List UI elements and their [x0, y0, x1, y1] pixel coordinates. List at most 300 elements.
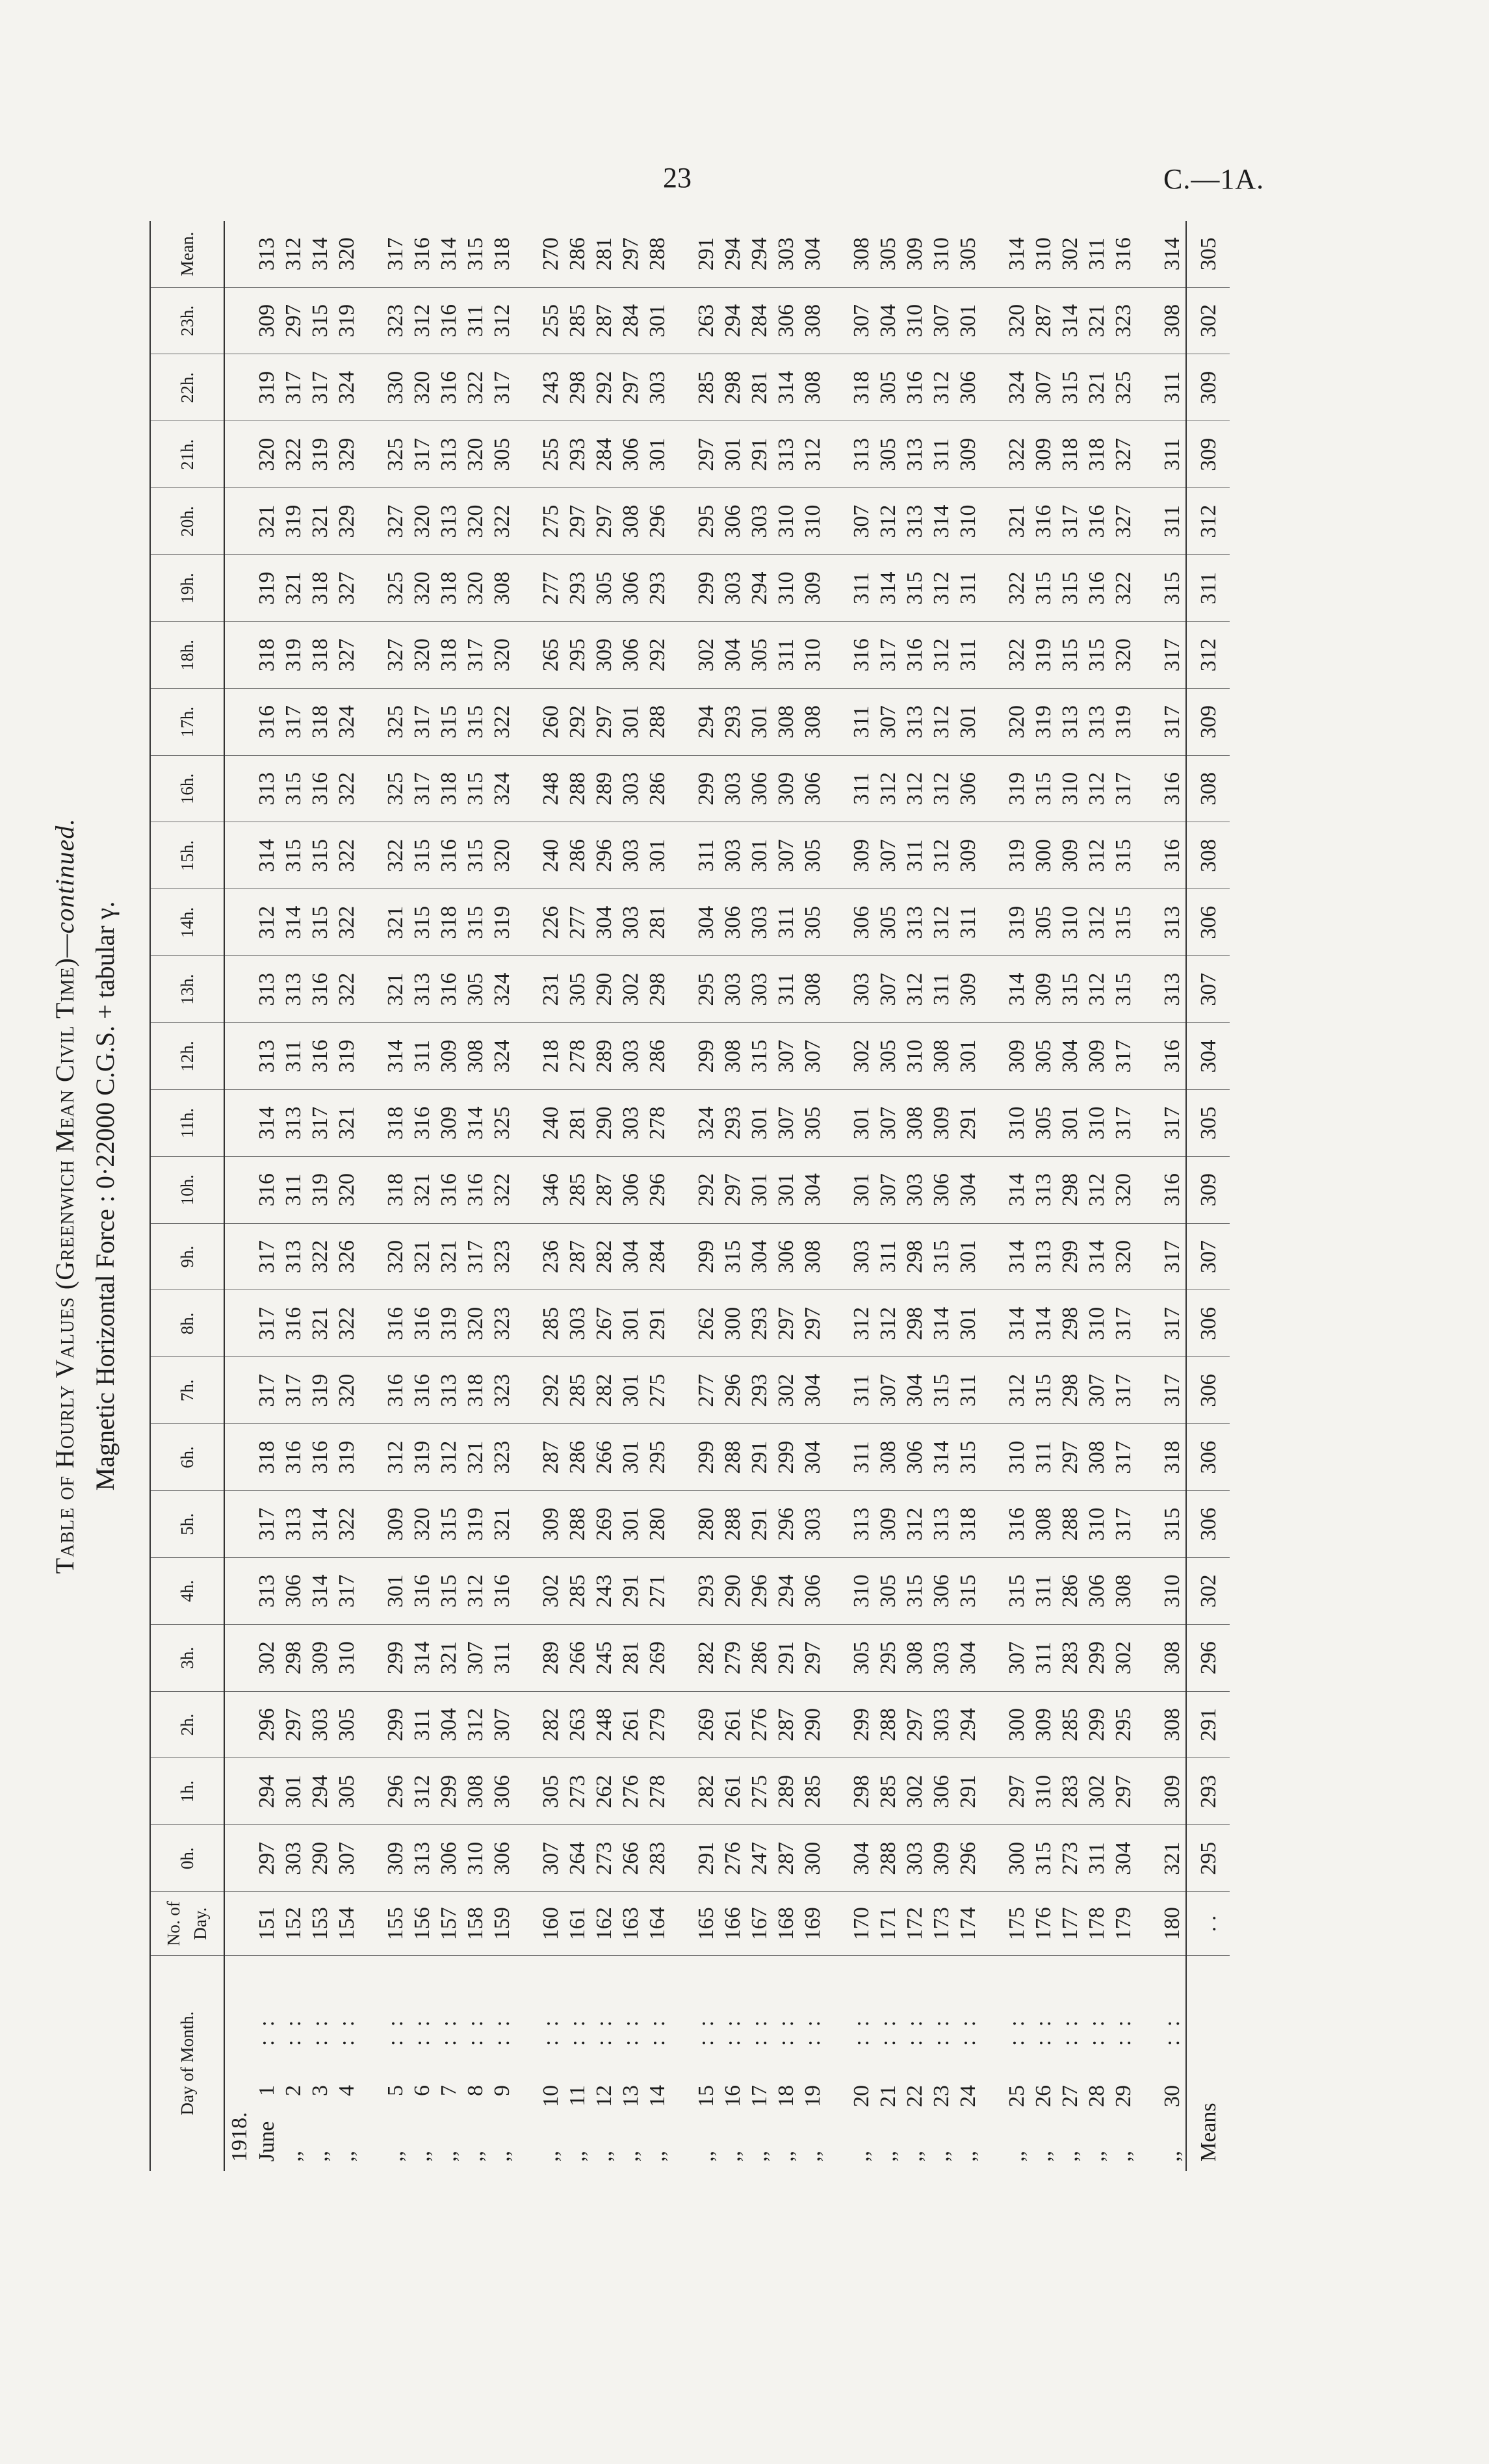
hourly-value-cell: 301	[746, 688, 773, 755]
hourly-value-cell: 321	[1159, 1825, 1186, 1892]
hourly-value-cell: 277	[693, 1357, 719, 1424]
hourly-value-cell: 313	[253, 1557, 280, 1624]
mean-value-cell: 314	[1159, 221, 1186, 287]
hourly-value-cell: 285	[564, 1156, 591, 1223]
day-of-month-cell	[591, 1956, 617, 2172]
hourly-value-cell: 310	[799, 621, 826, 688]
empty-cell	[1137, 1956, 1159, 2172]
hourly-value-cell: 273	[591, 1825, 617, 1892]
empty-cell	[1137, 1825, 1159, 1892]
day-of-month-cell	[1083, 1956, 1110, 2172]
empty-cell	[360, 1491, 382, 1558]
column-header-hour: 5h.	[150, 1491, 224, 1558]
empty-cell	[515, 1424, 537, 1491]
hourly-value-cell: 301	[955, 688, 981, 755]
hourly-value-cell: 314	[1003, 1223, 1030, 1290]
leader-dots: : :	[410, 2016, 434, 2046]
hourly-value-cell: 295	[693, 956, 719, 1023]
empty-cell	[1137, 1290, 1159, 1357]
hourly-mean-cell: 306	[1186, 889, 1230, 956]
hourly-value-cell: 306	[489, 1758, 515, 1825]
hourly-value-cell: 299	[693, 1223, 719, 1290]
hourly-value-cell: 281	[564, 1089, 591, 1156]
hourly-value-cell: 316	[307, 956, 333, 1023]
hourly-value-cell: 296	[955, 1825, 981, 1892]
hourly-value-cell: 299	[382, 1624, 409, 1691]
hourly-value-cell: 278	[564, 1023, 591, 1090]
hourly-value-cell: 298	[1057, 1290, 1083, 1357]
hourly-value-cell: 319	[1003, 889, 1030, 956]
hourly-value-cell: 311	[773, 956, 799, 1023]
table-row	[253, 221, 280, 2171]
hourly-value-cell: 318	[382, 1089, 409, 1156]
hourly-value-cell: 302	[617, 956, 644, 1023]
empty-cell	[515, 956, 537, 1023]
empty-cell	[224, 1156, 253, 1223]
hourly-value-cell: 303	[746, 956, 773, 1023]
empty-cell	[1137, 1089, 1159, 1156]
empty-cell	[671, 1089, 693, 1156]
hourly-value-cell: 317	[1110, 755, 1137, 822]
empty-cell	[826, 956, 848, 1023]
hourly-value-cell: 317	[1057, 488, 1083, 555]
hourly-value-cell: 317	[1110, 1023, 1137, 1090]
hourly-value-cell: 294	[253, 1758, 280, 1825]
hourly-value-cell: 307	[489, 1691, 515, 1758]
hourly-value-cell: 261	[719, 1758, 746, 1825]
leader-dots: : :	[1058, 2016, 1082, 2046]
table-row	[693, 221, 719, 2171]
hourly-value-cell: 312	[928, 755, 955, 822]
ditto-mark: ,,	[694, 2151, 718, 2162]
empty-cell	[1137, 555, 1159, 622]
hourly-value-cell: 308	[901, 1089, 928, 1156]
empty-cell	[360, 1691, 382, 1758]
hourly-value-cell: 317	[253, 1223, 280, 1290]
hourly-value-cell: 297	[591, 688, 617, 755]
empty-cell	[826, 621, 848, 688]
hourly-value-cell: 298	[280, 1624, 307, 1691]
hourly-value-cell: 346	[537, 1156, 564, 1223]
hourly-value-cell: 303	[901, 1156, 928, 1223]
empty-cell	[826, 889, 848, 956]
hourly-value-cell: 303	[746, 488, 773, 555]
hourly-value-cell: 307	[928, 287, 955, 354]
leader-dots: : :	[490, 2016, 514, 2046]
empty-cell	[981, 1089, 1003, 1156]
day-number: 21	[876, 2085, 900, 2107]
hourly-value-cell: 316	[382, 1357, 409, 1424]
hourly-value-cell: 316	[307, 1424, 333, 1491]
hourly-value-cell: 275	[644, 1357, 671, 1424]
empty-cell	[981, 1892, 1003, 1956]
leader-dots: : :	[1031, 2016, 1055, 2046]
hourly-value-cell: 300	[1003, 1691, 1030, 1758]
empty-cell	[981, 1424, 1003, 1491]
hourly-value-cell: 302	[1083, 1758, 1110, 1825]
hourly-value-cell: 306	[955, 755, 981, 822]
hourly-value-cell: 309	[1030, 421, 1057, 488]
hourly-value-cell: 297	[280, 1691, 307, 1758]
hourly-value-cell: 312	[875, 1290, 901, 1357]
table-row	[1030, 221, 1057, 2171]
hourly-value-cell: 286	[564, 822, 591, 889]
ditto-mark: ,,	[1005, 2151, 1029, 2162]
column-header-hour: 15h.	[150, 822, 224, 889]
empty-cell	[826, 1624, 848, 1691]
hourly-value-cell: 305	[875, 889, 901, 956]
hourly-value-cell: 322	[333, 755, 360, 822]
empty-cell	[826, 555, 848, 622]
hourly-value-cell: 299	[1083, 1624, 1110, 1691]
hourly-value-cell: 325	[382, 755, 409, 822]
hourly-value-cell: 311	[773, 621, 799, 688]
hourly-mean-cell: 305	[1186, 1089, 1230, 1156]
hourly-value-cell: 309	[955, 956, 981, 1023]
hourly-value-cell: 315	[1110, 822, 1137, 889]
day-number: 2	[281, 2085, 305, 2096]
hourly-value-cell: 316	[848, 621, 875, 688]
page-number: 23	[663, 162, 692, 194]
hourly-value-cell: 325	[382, 688, 409, 755]
hourly-value-cell: 316	[409, 1290, 435, 1357]
hourly-value-cell: 306	[848, 889, 875, 956]
empty-cell	[671, 688, 693, 755]
mean-value-cell: 315	[462, 221, 489, 287]
empty-cell	[515, 1290, 537, 1357]
hourly-value-cell: 298	[564, 354, 591, 421]
hourly-value-cell: 294	[773, 1557, 799, 1624]
hourly-value-cell: 306	[435, 1825, 462, 1892]
hourly-value-cell: 306	[1083, 1557, 1110, 1624]
leader-dots: : :	[281, 2016, 305, 2046]
empty-cell	[981, 1357, 1003, 1424]
hourly-value-cell: 307	[875, 688, 901, 755]
column-header-hour: 2h.	[150, 1691, 224, 1758]
hourly-value-cell: 308	[1110, 1557, 1137, 1624]
empty-cell	[826, 1491, 848, 1558]
hourly-value-cell: 302	[1110, 1624, 1137, 1691]
day-number-cell: 170	[848, 1892, 875, 1956]
empty-cell	[826, 755, 848, 822]
hourly-value-cell: 293	[719, 688, 746, 755]
empty-cell	[360, 1557, 382, 1624]
empty-cell	[360, 1023, 382, 1090]
hourly-value-cell: 320	[333, 1357, 360, 1424]
hourly-value-cell: 299	[693, 1023, 719, 1090]
hourly-value-cell: 314	[307, 1491, 333, 1558]
day-number: 12	[592, 2085, 616, 2107]
hourly-value-cell: 303	[719, 956, 746, 1023]
day-number: 17	[747, 2085, 771, 2107]
leader-dots: : :	[849, 2016, 874, 2046]
table-row	[435, 221, 462, 2171]
group-spacer	[515, 221, 537, 2171]
leader-dots: : :	[539, 2016, 563, 2046]
empty-cell	[515, 1223, 537, 1290]
hourly-value-cell: 319	[1030, 621, 1057, 688]
hourly-value-cell: 301	[773, 1156, 799, 1223]
hourly-value-cell: 317	[1110, 1424, 1137, 1491]
hourly-value-cell: 303	[617, 822, 644, 889]
leader-dots: : :	[876, 2016, 900, 2046]
empty-cell	[360, 1089, 382, 1156]
day-number-cell: 178	[1083, 1892, 1110, 1956]
leader-dots: : :	[721, 2016, 745, 2046]
hourly-value-cell: 312	[928, 822, 955, 889]
hourly-value-cell: 291	[773, 1624, 799, 1691]
hourly-value-cell: 297	[773, 1290, 799, 1357]
table-row	[901, 221, 928, 2171]
leader-dots: : :	[592, 2016, 616, 2046]
empty-cell	[360, 1758, 382, 1825]
hourly-value-cell: 297	[564, 488, 591, 555]
hourly-value-cell: 299	[1083, 1691, 1110, 1758]
hourly-value-cell: 310	[333, 1624, 360, 1691]
hourly-value-cell: 316	[435, 354, 462, 421]
table-body	[224, 221, 1230, 2171]
day-of-month-cell	[719, 1956, 746, 2172]
hourly-value-cell: 318	[848, 354, 875, 421]
hourly-value-cell: 296	[591, 822, 617, 889]
hourly-value-cell: 319	[333, 1023, 360, 1090]
ditto-mark: ,,	[876, 2151, 900, 2162]
hourly-value-cell: 318	[1057, 421, 1083, 488]
hourly-value-cell: 307	[848, 488, 875, 555]
hourly-value-cell: 317	[1159, 621, 1186, 688]
hourly-value-cell: 281	[644, 889, 671, 956]
day-of-month-cell	[253, 1956, 280, 2172]
hourly-value-cell: 297	[719, 1156, 746, 1223]
empty-cell	[826, 1290, 848, 1357]
hourly-value-cell: 317	[1110, 1290, 1137, 1357]
hourly-value-cell: 313	[1030, 1156, 1057, 1223]
empty-cell	[826, 1223, 848, 1290]
hourly-value-cell: 297	[799, 1624, 826, 1691]
mean-value-cell: 291	[693, 221, 719, 287]
empty-cell	[224, 221, 253, 287]
hourly-value-cell: 315	[280, 755, 307, 822]
hourly-value-cell: 287	[537, 1424, 564, 1491]
ditto-mark: ,,	[956, 2151, 980, 2162]
ditto-mark: ,,	[619, 2151, 643, 2162]
hourly-value-cell: 323	[1110, 287, 1137, 354]
hourly-value-cell: 317	[253, 1290, 280, 1357]
empty-cell	[826, 822, 848, 889]
hourly-value-cell: 315	[1057, 956, 1083, 1023]
hourly-mean-cell: 306	[1186, 1357, 1230, 1424]
ditto-mark: ,,	[281, 2151, 305, 2162]
hourly-value-cell: 305	[462, 956, 489, 1023]
hourly-value-cell: 301	[848, 1089, 875, 1156]
hourly-value-cell: 307	[799, 1023, 826, 1090]
hourly-value-cell: 308	[799, 688, 826, 755]
ditto-mark: ,,	[849, 2151, 874, 2162]
column-header-hour: 11h.	[150, 1089, 224, 1156]
hourly-value-cell: 320	[462, 488, 489, 555]
hourly-value-cell: 311	[848, 1357, 875, 1424]
hourly-mean-cell: 309	[1186, 354, 1230, 421]
hourly-value-cell: 311	[693, 822, 719, 889]
hourly-value-cell: 306	[928, 1156, 955, 1223]
leader-dots: : :	[1111, 2016, 1135, 2046]
hourly-value-cell: 305	[875, 1557, 901, 1624]
hourly-value-cell: 322	[307, 1223, 333, 1290]
empty-cell	[1137, 956, 1159, 1023]
hourly-value-cell: 293	[719, 1089, 746, 1156]
hourly-value-cell: 308	[773, 688, 799, 755]
hourly-value-cell: 301	[746, 822, 773, 889]
hourly-value-cell: 308	[1159, 287, 1186, 354]
hourly-value-cell: 317	[1159, 688, 1186, 755]
day-number-cell: 154	[333, 1892, 360, 1956]
hourly-value-cell: 320	[1110, 1156, 1137, 1223]
hourly-value-cell: 325	[382, 555, 409, 622]
empty-cell	[826, 1892, 848, 1956]
hourly-value-cell: 310	[773, 488, 799, 555]
hourly-value-cell: 316	[253, 688, 280, 755]
hourly-value-cell: 218	[537, 1023, 564, 1090]
hourly-value-cell: 307	[773, 1089, 799, 1156]
hourly-value-cell: 295	[644, 1424, 671, 1491]
column-header-hour: 0h.	[150, 1825, 224, 1892]
mean-value-cell: 294	[746, 221, 773, 287]
hourly-value-cell: 315	[1159, 555, 1186, 622]
empty-cell	[1137, 755, 1159, 822]
column-header-hour: 3h.	[150, 1624, 224, 1691]
empty-cell	[981, 1557, 1003, 1624]
day-of-month-cell	[848, 1956, 875, 2172]
hourly-value-cell: 313	[280, 1491, 307, 1558]
empty-cell	[826, 1357, 848, 1424]
hourly-mean-cell: 309	[1186, 421, 1230, 488]
hourly-value-cell: 303	[617, 1023, 644, 1090]
leader-dots: : :	[463, 2016, 487, 2046]
hourly-value-cell: 287	[773, 1825, 799, 1892]
leader-dots: : :	[335, 2016, 359, 2046]
hourly-value-cell: 312	[462, 1557, 489, 1624]
hourly-value-cell: 315	[1057, 354, 1083, 421]
hourly-value-cell: 316	[435, 956, 462, 1023]
hourly-value-cell: 307	[875, 1156, 901, 1223]
hourly-value-cell: 304	[1057, 1023, 1083, 1090]
hourly-value-cell: 304	[799, 1156, 826, 1223]
hourly-value-cell: 309	[253, 287, 280, 354]
hourly-value-cell: 301	[644, 822, 671, 889]
hourly-value-cell: 317	[875, 621, 901, 688]
hourly-value-cell: 312	[1003, 1357, 1030, 1424]
hourly-value-cell: 317	[280, 688, 307, 755]
hourly-value-cell: 324	[489, 755, 515, 822]
hourly-value-cell: 321	[409, 1156, 435, 1223]
hourly-value-cell: 282	[537, 1691, 564, 1758]
hourly-value-cell: 276	[617, 1758, 644, 1825]
hourly-value-cell: 300	[1003, 1825, 1030, 1892]
hourly-value-cell: 308	[1030, 1491, 1057, 1558]
hourly-mean-cell: 306	[1186, 1290, 1230, 1357]
hourly-value-cell: 276	[746, 1691, 773, 1758]
column-header-hour: 12h.	[150, 1023, 224, 1090]
hourly-value-cell: 267	[591, 1290, 617, 1357]
hourly-value-cell: 313	[253, 1023, 280, 1090]
hourly-value-cell: 287	[773, 1691, 799, 1758]
hourly-value-cell: 313	[901, 488, 928, 555]
empty-cell	[360, 354, 382, 421]
hourly-value-cell: 319	[253, 555, 280, 622]
hourly-value-cell: 315	[462, 755, 489, 822]
hourly-value-cell: 325	[382, 421, 409, 488]
hourly-value-cell: 318	[462, 1357, 489, 1424]
empty-cell	[515, 755, 537, 822]
hourly-value-cell: 313	[773, 421, 799, 488]
hourly-value-cell: 322	[489, 688, 515, 755]
hourly-value-cell: 312	[462, 1691, 489, 1758]
day-number: 22	[903, 2085, 927, 2107]
day-number-cell: 180	[1159, 1892, 1186, 1956]
hourly-value-cell: 315	[1030, 755, 1057, 822]
mean-value-cell: 316	[1110, 221, 1137, 287]
hourly-value-cell: 297	[591, 488, 617, 555]
hourly-value-cell: 304	[848, 1825, 875, 1892]
hourly-value-cell: 304	[799, 1424, 826, 1491]
hourly-value-cell: 318	[253, 1424, 280, 1491]
mean-value-cell: 316	[409, 221, 435, 287]
hourly-value-cell: 316	[435, 1156, 462, 1223]
empty-cell	[1137, 421, 1159, 488]
empty-cell	[224, 1424, 253, 1491]
hourly-value-cell: 315	[928, 1223, 955, 1290]
hourly-value-cell: 299	[382, 1691, 409, 1758]
hourly-value-cell: 290	[307, 1825, 333, 1892]
day-of-month-cell	[1057, 1956, 1083, 2172]
empty-cell	[360, 1825, 382, 1892]
empty-cell	[515, 1089, 537, 1156]
empty-cell	[671, 1223, 693, 1290]
day-number: 26	[1031, 2085, 1055, 2107]
column-header-hour: 16h.	[150, 755, 224, 822]
day-number-cell: 179	[1110, 1892, 1137, 1956]
hourly-value-cell: 301	[746, 1156, 773, 1223]
hourly-value-cell: 291	[746, 1424, 773, 1491]
hourly-value-cell: 279	[719, 1624, 746, 1691]
empty-cell	[671, 1424, 693, 1491]
day-number-cell: 152	[280, 1892, 307, 1956]
hourly-value-cell: 316	[409, 1357, 435, 1424]
hourly-value-cell: 291	[746, 421, 773, 488]
hourly-value-cell: 298	[1057, 1357, 1083, 1424]
day-of-month-cell	[693, 1956, 719, 2172]
mean-value-cell: 314	[307, 221, 333, 287]
hourly-value-cell: 316	[307, 1023, 333, 1090]
hourly-value-cell: 315	[462, 822, 489, 889]
hourly-value-cell: 321	[280, 555, 307, 622]
hourly-value-cell: 301	[617, 1491, 644, 1558]
hourly-value-cell: 312	[928, 889, 955, 956]
hourly-value-cell: 318	[955, 1491, 981, 1558]
hourly-value-cell: 308	[928, 1023, 955, 1090]
empty-cell	[515, 889, 537, 956]
hourly-value-cell: 311	[489, 1624, 515, 1691]
hourly-value-cell: 288	[875, 1691, 901, 1758]
hourly-value-cell: 299	[693, 1424, 719, 1491]
day-number: 19	[801, 2085, 825, 2107]
hourly-value-cell: 290	[799, 1691, 826, 1758]
hourly-value-cell: 255	[537, 421, 564, 488]
hourly-value-cell: 288	[719, 1424, 746, 1491]
hourly-value-cell: 316	[435, 822, 462, 889]
hourly-value-cell: 317	[253, 1491, 280, 1558]
empty-cell	[224, 1892, 253, 1956]
